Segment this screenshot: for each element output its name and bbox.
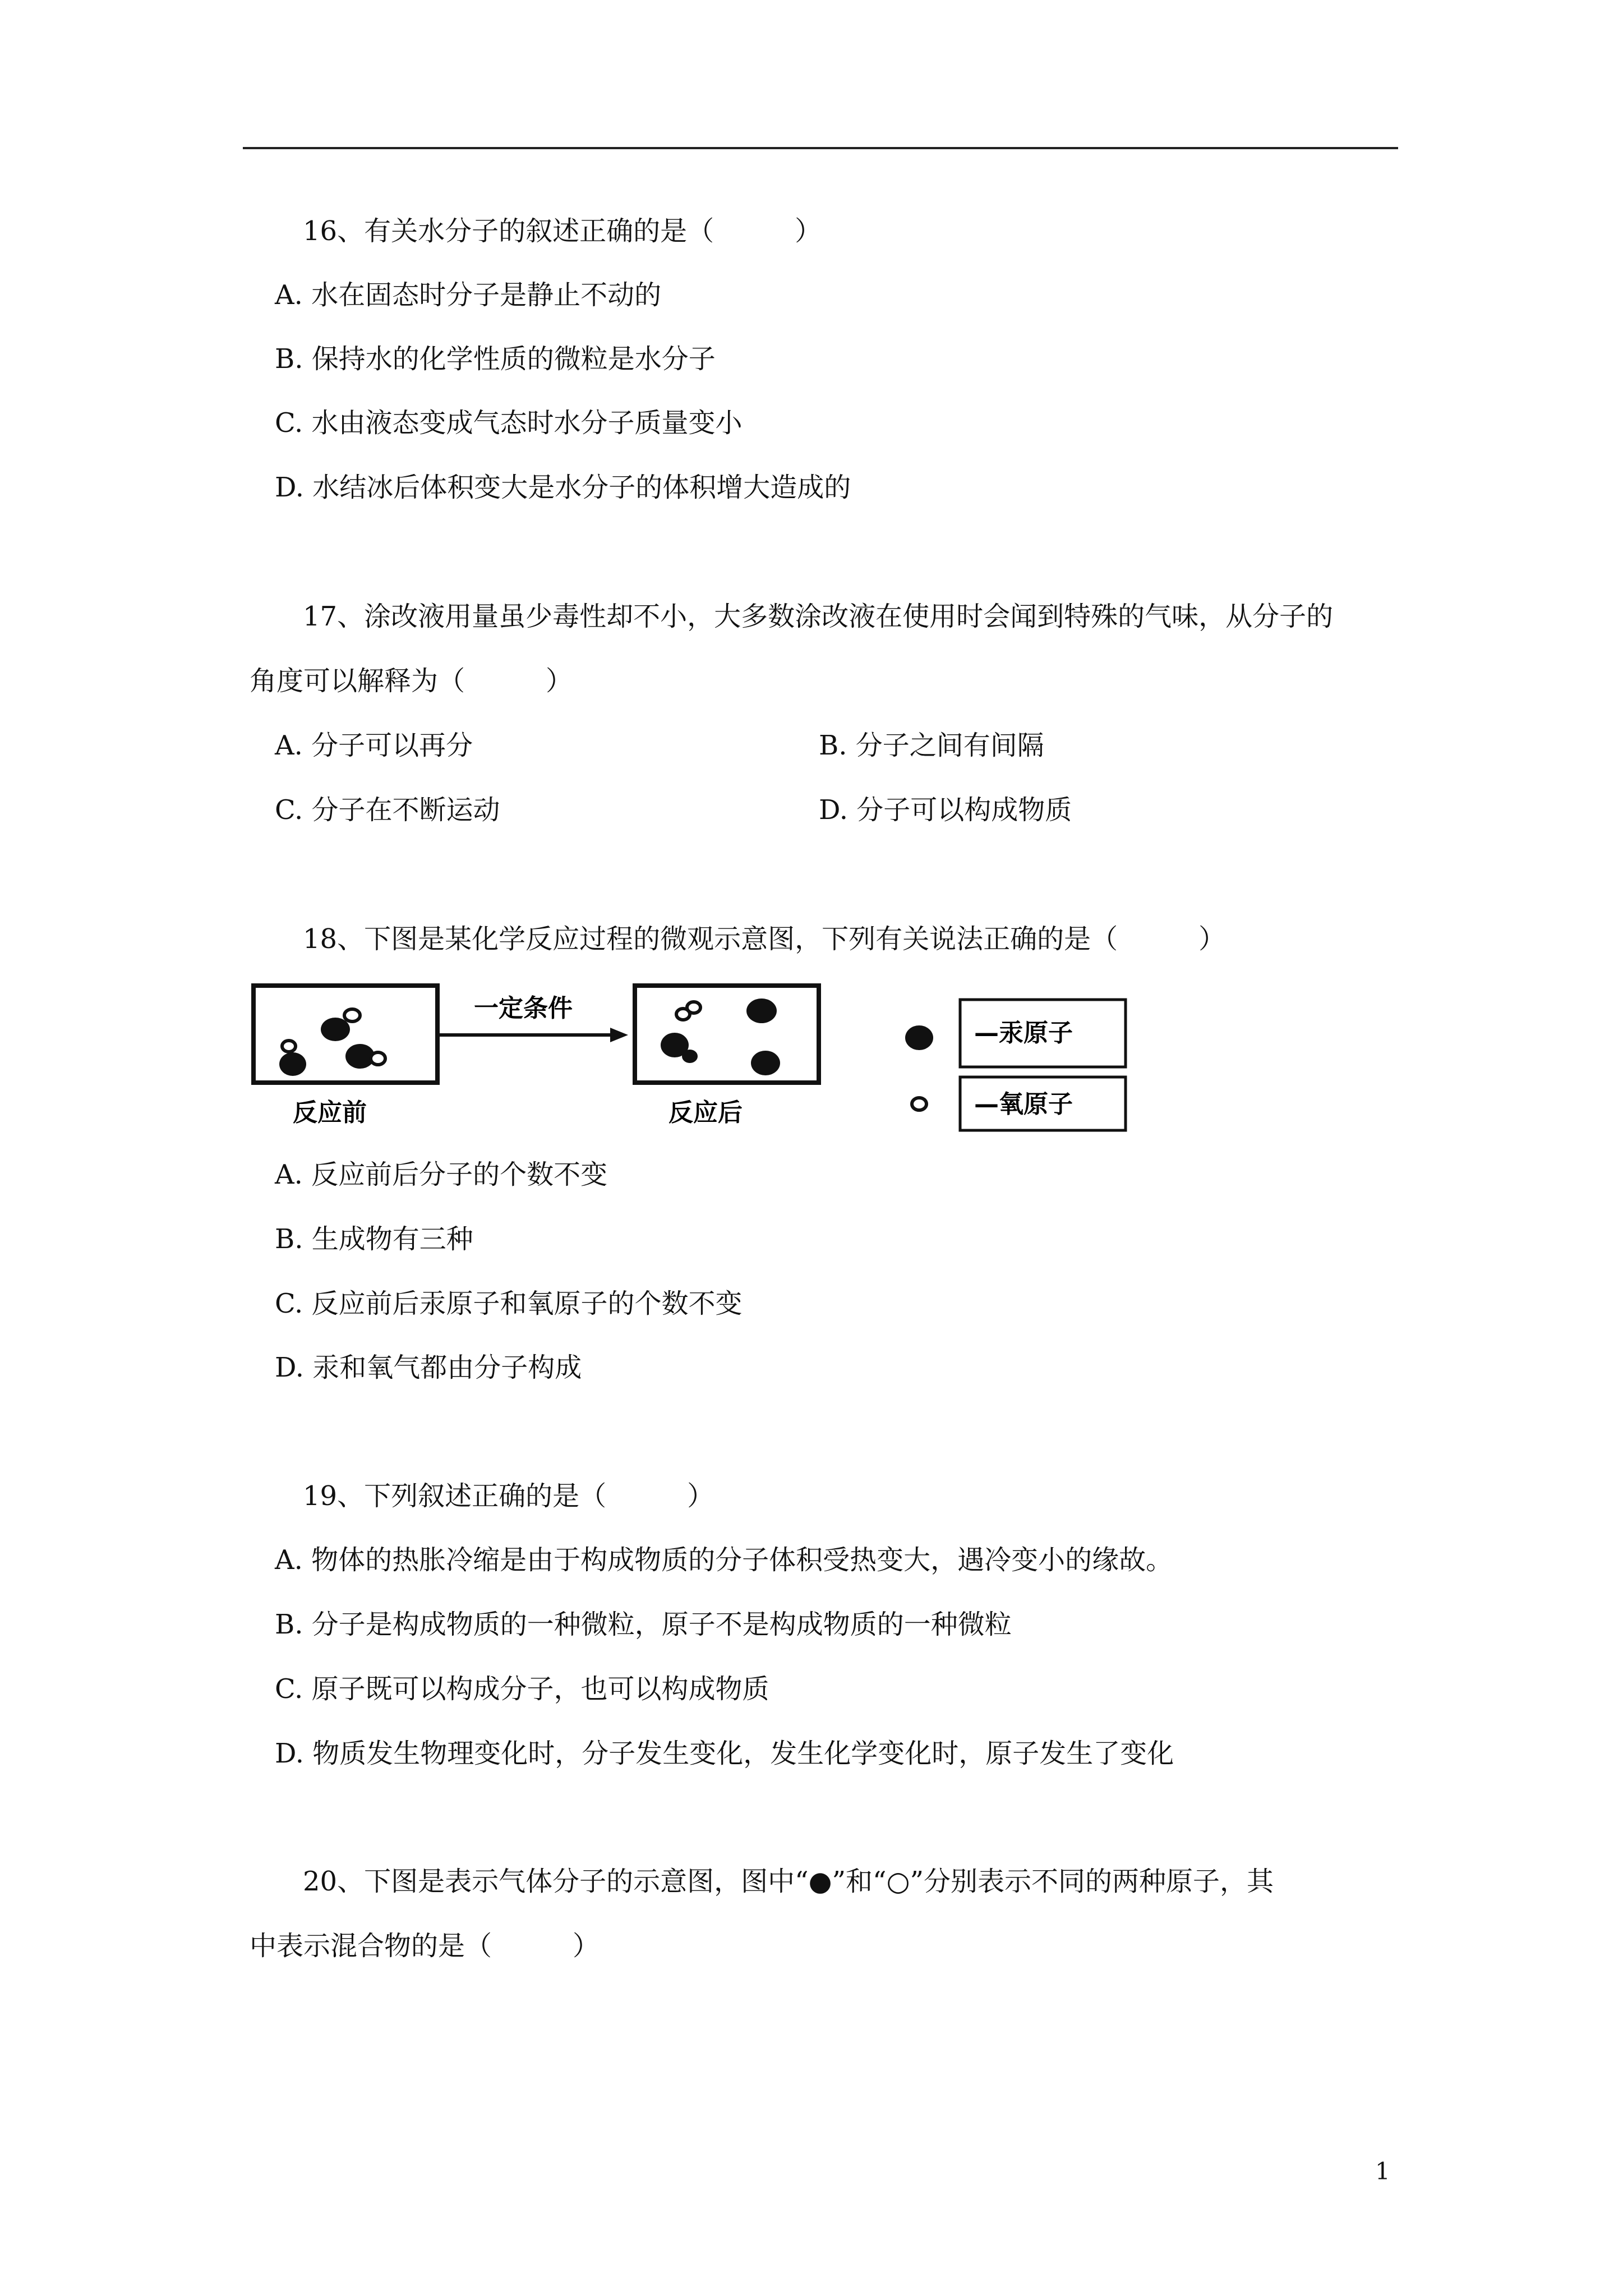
q18-option-d: D. 汞和氧气都由分子构成: [275, 1352, 582, 1383]
q20-stem-line2: 中表示混合物的是（ ）: [250, 1930, 600, 1962]
arrow-head: [610, 1028, 628, 1042]
mercury-atom: [682, 1050, 698, 1063]
before-label: 反应前: [293, 1098, 367, 1127]
header-rule: [243, 147, 1398, 149]
q17-option-b: B. 分子之间有间隔: [819, 730, 1044, 761]
q16-stem: 16、有关水分子的叙述正确的是（ ）: [303, 215, 822, 247]
legend-oxygen-label: —氧原子: [974, 1090, 1073, 1119]
q16-option-c: C. 水由液态变成气态时水分子质量变小: [275, 407, 743, 439]
q18-stem: 18、下图是某化学反应过程的微观示意图，下列有关说法正确的是（ ）: [303, 923, 1226, 955]
q16-option-d: D. 水结冰后体积变大是水分子的体积增大造成的: [275, 472, 851, 503]
mercury-oxide-molecule: [321, 1009, 360, 1041]
q17-stem-line2: 角度可以解释为（ ）: [250, 665, 573, 697]
after-label: 反应后: [668, 1098, 743, 1127]
q19-option-b: B. 分子是构成物质的一种微粒，原子不是构成物质的一种微粒: [275, 1609, 1012, 1640]
q17-option-d: D. 分子可以构成物质: [819, 794, 1072, 826]
after-box: [635, 986, 819, 1083]
q16-option-b: B. 保持水的化学性质的微粒是水分子: [275, 343, 716, 375]
q17-option-c: C. 分子在不断运动: [275, 794, 500, 826]
q19-stem: 19、下列叙述正确的是（ ）: [303, 1480, 714, 1512]
q18-option-b: B. 生成物有三种: [275, 1223, 473, 1255]
q18-option-a: A. 反应前后分子的个数不变: [275, 1159, 608, 1190]
q16-option-a: A. 水在固态时分子是静止不动的: [275, 279, 662, 311]
q17-option-a: A. 分子可以再分: [275, 730, 473, 761]
mercury-oxide-molecule: [279, 1041, 306, 1076]
q19-option-a: A. 物体的热胀冷缩是由于构成物质的分子体积受热变大，遇冷变小的缘故。: [275, 1544, 1173, 1576]
oxygen-molecule: [676, 1002, 700, 1020]
mercury-atom: [751, 1051, 780, 1075]
arrow-label: 一定条件: [474, 994, 573, 1023]
mercury-oxide-molecule: [345, 1044, 385, 1069]
reaction-diagram: [247, 976, 1144, 1144]
mercury-atom: [746, 999, 777, 1023]
q17-stem-line1: 17、涂改液用量虽少毒性却不小，大多数涂改液在使用时会闻到特殊的气味，从分子的: [303, 601, 1334, 632]
q20-stem-line1: 20、下图是表示气体分子的示意图，图中“●”和“○”分别表示不同的两种原子，其: [303, 1866, 1274, 1897]
legend-mercury-symbol: [905, 1025, 933, 1050]
q18-option-c: C. 反应前后汞原子和氧原子的个数不变: [275, 1288, 743, 1319]
q19-option-d: D. 物质发生物理变化时，分子发生变化，发生化学变化时，原子发生了变化: [275, 1738, 1174, 1769]
q19-option-c: C. 原子既可以构成分子，也可以构成物质: [275, 1673, 769, 1705]
legend-oxygen-symbol: [912, 1098, 926, 1110]
page-number: 1: [1375, 2157, 1390, 2185]
legend-mercury-label: —汞原子: [974, 1019, 1073, 1047]
